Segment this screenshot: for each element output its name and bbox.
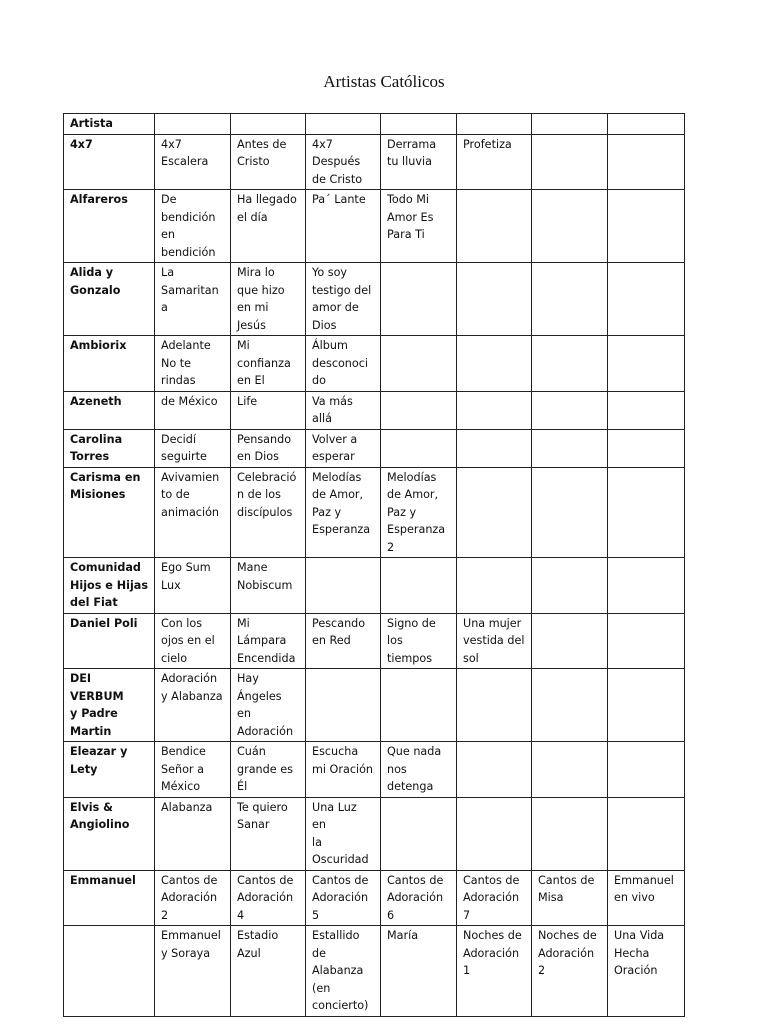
- album-cell: [381, 263, 457, 336]
- album-cell: [532, 391, 608, 429]
- table-row: [64, 134, 685, 190]
- album-cell: [381, 669, 457, 742]
- album-cell: [608, 336, 685, 392]
- album-cell: [532, 263, 608, 336]
- album-cell: Avivamien to de animación: [155, 467, 231, 558]
- artist-table: [63, 113, 685, 1017]
- album-cell: [608, 263, 685, 336]
- album-cell: Ego Sum Lux: [155, 558, 231, 614]
- album-cell: Decidí seguirte: [155, 429, 231, 467]
- album-cell: Cantos de Adoración 2: [155, 870, 231, 926]
- artist-name-cell: Emmanuel: [64, 870, 155, 926]
- table-row: [64, 391, 685, 429]
- album-cell: [608, 114, 685, 135]
- album-cell: Adelante No te rindas: [155, 336, 231, 392]
- album-cell: [608, 134, 685, 190]
- album-cell: [457, 467, 532, 558]
- artist-name-cell: 4x7: [64, 134, 155, 190]
- album-cell: [532, 114, 608, 135]
- album-cell: [532, 742, 608, 798]
- album-cell: Mi confianza en El: [231, 336, 306, 392]
- album-cell: Cantos de Adoración 4: [231, 870, 306, 926]
- album-cell: [608, 669, 685, 742]
- album-cell: Pescando en Red: [306, 613, 381, 669]
- artist-name-cell: Ambiorix: [64, 336, 155, 392]
- table-row: [64, 190, 685, 263]
- album-cell: [608, 558, 685, 614]
- album-cell: [608, 190, 685, 263]
- album-cell: Derrama tu lluvia: [381, 134, 457, 190]
- album-cell: [457, 190, 532, 263]
- artist-name-cell: DEI VERBUM y Padre Martin: [64, 669, 155, 742]
- album-cell: 4x7 Escalera: [155, 134, 231, 190]
- album-cell: [608, 467, 685, 558]
- album-cell: Melodías de Amor, Paz y Esperanza: [306, 467, 381, 558]
- album-cell: Cantos de Adoración 7: [457, 870, 532, 926]
- album-cell: [608, 797, 685, 870]
- album-cell: de México: [155, 391, 231, 429]
- album-cell: Signo de los tiempos: [381, 613, 457, 669]
- album-cell: Mi Lámpara Encendida: [231, 613, 306, 669]
- album-cell: Mira lo que hizo en mi Jesús: [231, 263, 306, 336]
- album-cell: [532, 336, 608, 392]
- album-cell: Cuán grande es Él: [231, 742, 306, 798]
- table-row: [64, 336, 685, 392]
- table-row: [64, 467, 685, 558]
- album-cell: [381, 391, 457, 429]
- album-cell: Que nada nos detenga: [381, 742, 457, 798]
- album-cell: [457, 797, 532, 870]
- album-cell: Profetiza: [457, 134, 532, 190]
- album-cell: [381, 429, 457, 467]
- album-cell: Cantos de Misa: [532, 870, 608, 926]
- album-cell: Pensando en Dios: [231, 429, 306, 467]
- album-cell: [532, 467, 608, 558]
- album-cell: María: [381, 926, 457, 1017]
- page-title: Artistas Católicos: [323, 72, 445, 91]
- table-row: [64, 613, 685, 669]
- album-cell: [457, 429, 532, 467]
- album-cell: [532, 190, 608, 263]
- album-cell: [532, 429, 608, 467]
- album-cell: [306, 114, 381, 135]
- album-cell: Adoración y Alabanza: [155, 669, 231, 742]
- artist-name-cell: Alida y Gonzalo: [64, 263, 155, 336]
- album-cell: Noches de Adoración 1: [457, 926, 532, 1017]
- album-cell: Noches de Adoración 2: [532, 926, 608, 1017]
- album-cell: Escucha mi Oración: [306, 742, 381, 798]
- album-cell: [381, 336, 457, 392]
- album-cell: [457, 114, 532, 135]
- album-cell: [608, 742, 685, 798]
- album-cell: Pa´ Lante: [306, 190, 381, 263]
- album-cell: Life: [231, 391, 306, 429]
- album-cell: [532, 134, 608, 190]
- album-cell: Melodías de Amor, Paz y Esperanza 2: [381, 467, 457, 558]
- album-cell: Cantos de Adoración 5: [306, 870, 381, 926]
- album-cell: De bendición en bendición: [155, 190, 231, 263]
- artist-name-cell: Eleazar y Lety: [64, 742, 155, 798]
- table-row: [64, 742, 685, 798]
- album-cell: Antes de Cristo: [231, 134, 306, 190]
- album-cell: [306, 558, 381, 614]
- table-header-row: [64, 114, 685, 135]
- artist-name-cell: Comunidad Hijos e Hijas del Fiat: [64, 558, 155, 614]
- album-cell: Estadio Azul: [231, 926, 306, 1017]
- album-cell: Una mujer vestida del sol: [457, 613, 532, 669]
- table-row: [64, 558, 685, 614]
- album-cell: Mane Nobiscum: [231, 558, 306, 614]
- album-cell: [532, 558, 608, 614]
- album-cell: Va más allá: [306, 391, 381, 429]
- artist-name-cell: Elvis & Angiolino: [64, 797, 155, 870]
- artist-name-cell: [64, 926, 155, 1017]
- album-cell: [457, 391, 532, 429]
- artist-name-cell: Alfareros: [64, 190, 155, 263]
- album-cell: [381, 558, 457, 614]
- album-cell: [532, 797, 608, 870]
- album-cell: [381, 797, 457, 870]
- album-cell: Yo soy testigo del amor de Dios: [306, 263, 381, 336]
- album-cell: [457, 336, 532, 392]
- album-cell: [155, 114, 231, 135]
- album-cell: Cantos de Adoración 6: [381, 870, 457, 926]
- album-cell: [532, 613, 608, 669]
- album-cell: [306, 669, 381, 742]
- album-cell: Volver a esperar: [306, 429, 381, 467]
- album-cell: Una Vida Hecha Oración: [608, 926, 685, 1017]
- album-cell: Una Luz en la Oscuridad: [306, 797, 381, 870]
- album-cell: Hay Ángeles en Adoración: [231, 669, 306, 742]
- album-cell: [231, 114, 306, 135]
- album-cell: [457, 558, 532, 614]
- artist-name-cell: Azeneth: [64, 391, 155, 429]
- album-cell: [608, 613, 685, 669]
- table-row: [64, 669, 685, 742]
- album-cell: [457, 669, 532, 742]
- album-cell: [381, 114, 457, 135]
- album-cell: Alabanza: [155, 797, 231, 870]
- album-cell: [457, 742, 532, 798]
- album-cell: [532, 669, 608, 742]
- album-cell: Emmanuel y Soraya: [155, 926, 231, 1017]
- album-cell: Te quiero Sanar: [231, 797, 306, 870]
- artist-header-cell: Artista: [64, 114, 155, 135]
- artist-name-cell: Daniel Poli: [64, 613, 155, 669]
- album-cell: La Samaritan a: [155, 263, 231, 336]
- album-cell: Bendice Señor a México: [155, 742, 231, 798]
- album-cell: Estallido de Alabanza (en concierto): [306, 926, 381, 1017]
- album-cell: Ha llegado el día: [231, 190, 306, 263]
- artist-name-cell: Carisma en Misiones: [64, 467, 155, 558]
- table-row: [64, 870, 685, 926]
- album-cell: [608, 429, 685, 467]
- table-row: [64, 263, 685, 336]
- album-cell: Con los ojos en el cielo: [155, 613, 231, 669]
- artist-name-cell: Carolina Torres: [64, 429, 155, 467]
- album-cell: Todo Mi Amor Es Para Ti: [381, 190, 457, 263]
- album-cell: [457, 263, 532, 336]
- album-cell: 4x7 Después de Cristo: [306, 134, 381, 190]
- table-row: [64, 797, 685, 870]
- album-cell: Emmanuel en vivo: [608, 870, 685, 926]
- table-row: [64, 926, 685, 1017]
- table-body: [64, 114, 685, 1017]
- album-cell: Celebració n de los discípulos: [231, 467, 306, 558]
- table-row: [64, 429, 685, 467]
- album-cell: [608, 391, 685, 429]
- album-cell: Álbum desconoci do: [306, 336, 381, 392]
